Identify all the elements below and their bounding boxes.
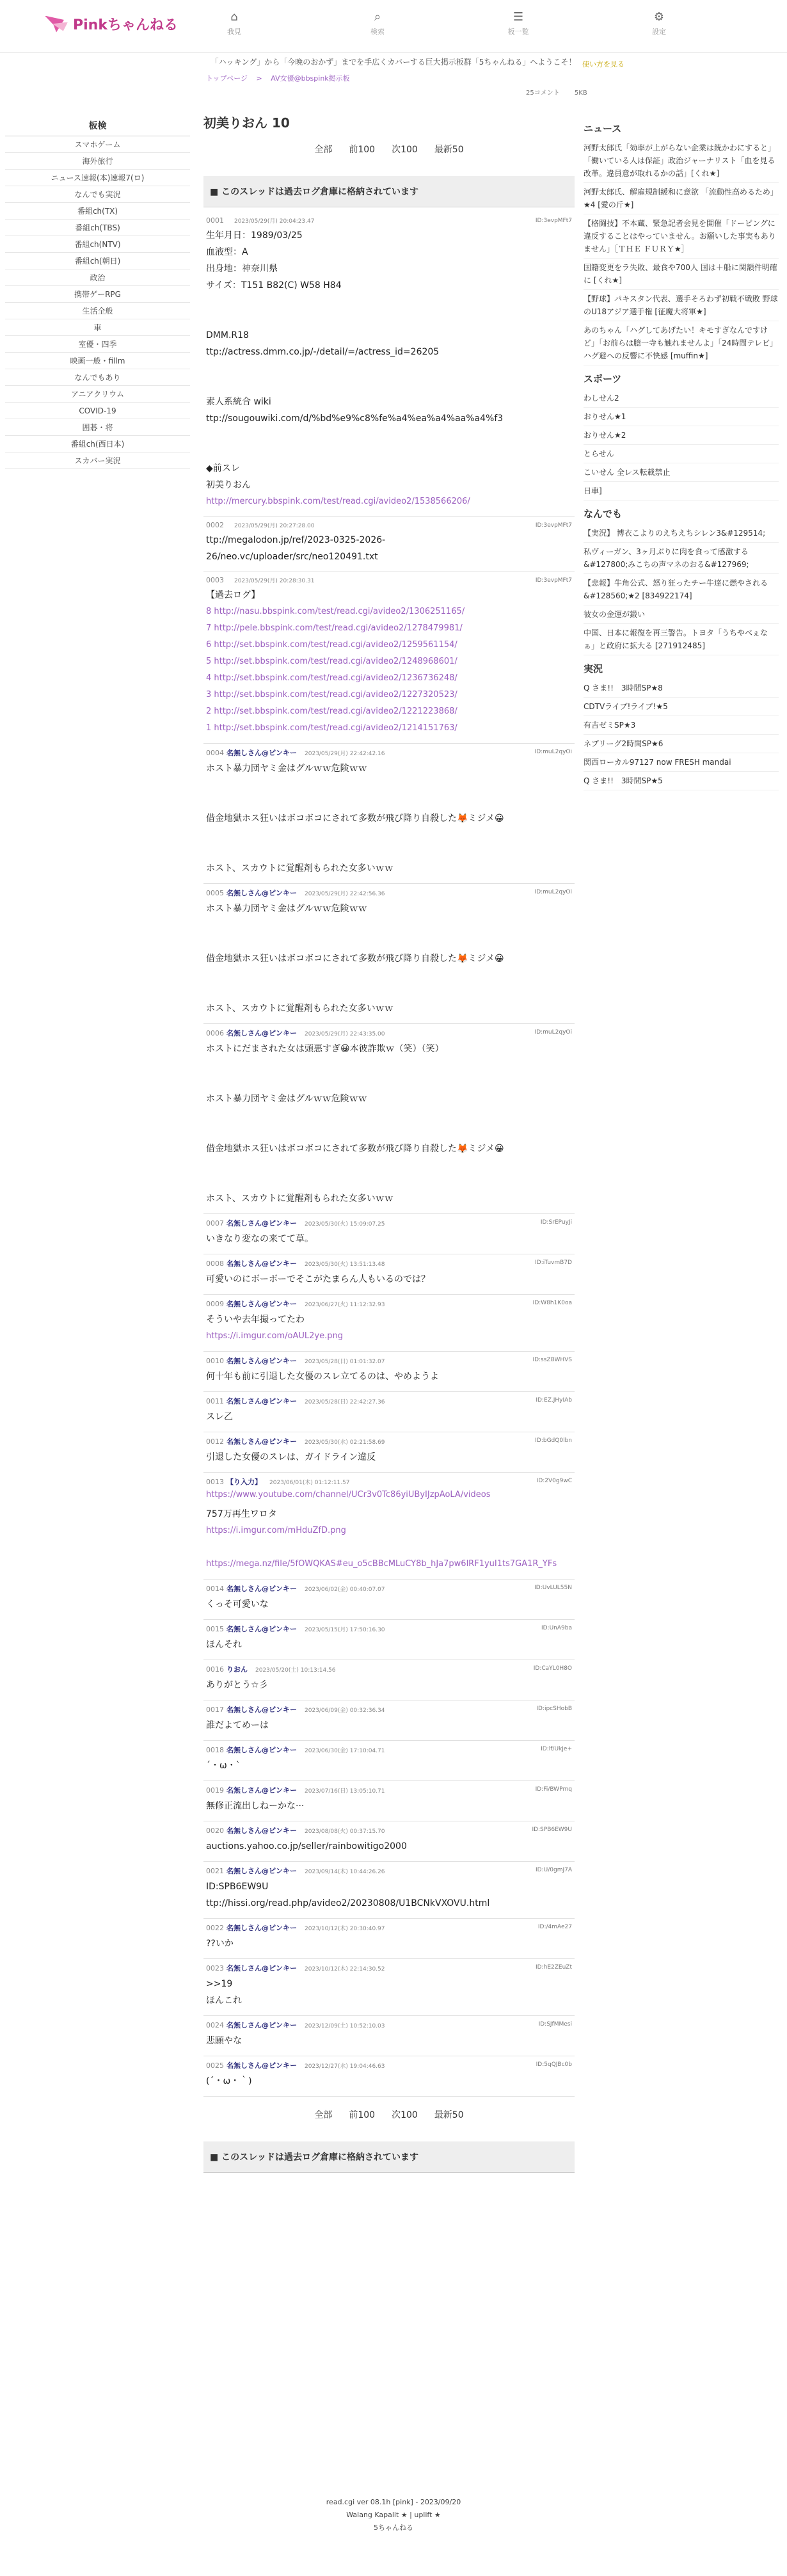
post bbox=[203, 744, 575, 884]
site-header bbox=[0, 0, 787, 52]
post-number[interactable]: 0003 bbox=[206, 576, 224, 584]
sidebar-item[interactable]: スマホゲーム bbox=[5, 136, 190, 153]
post-id[interactable]: ID:muL2qyOi bbox=[534, 749, 572, 755]
post-number[interactable]: 0006 bbox=[206, 1029, 224, 1037]
search-icon: ⌕ bbox=[374, 10, 381, 24]
post-date: 2023/12/27(水) 19:04:46.63 bbox=[305, 2063, 385, 2070]
post-date: 2023/08/08(火) 00:37:15.70 bbox=[305, 1828, 385, 1835]
post bbox=[203, 1352, 575, 1392]
post-header bbox=[206, 1583, 572, 1594]
post-body: ホスト暴力団ヤミ金はグルｗｗ危険ｗｗ 借金地獄ホス狂いはボコボコにされて多数が飛び降り自殺した🦊ミジメ😀 ホスト、スカウトに覚醒剤もられた女多いｗｗ bbox=[206, 904, 504, 1014]
breadcrumb bbox=[206, 73, 356, 83]
news-item[interactable]: 【野球】パキスタン代表、選手そろわず初戦不戦敗 野球のU18アジア選手権 [征魔大将軍★] bbox=[584, 290, 779, 321]
post-date: 2023/06/01(木) 01:12:11.57 bbox=[269, 1480, 350, 1486]
post-author: 名無しさん@ピンキー bbox=[227, 1964, 297, 1972]
post-link[interactable]: 1 http://set.bbspink.com/test/read.cgi/avideo2/1214151763/ bbox=[206, 723, 457, 733]
nav-prev100[interactable]: 前100 bbox=[349, 2110, 376, 2120]
sidebar-item[interactable]: 番組ch(朝日) bbox=[5, 253, 190, 269]
post-header bbox=[206, 1866, 572, 1876]
post bbox=[203, 1295, 575, 1352]
post-number[interactable]: 0019 bbox=[206, 1786, 224, 1795]
post-link[interactable]: 2 http://set.bbspink.com/test/read.cgi/avideo2/1221223868/ bbox=[206, 707, 457, 716]
sidebar-item[interactable]: 生活全般 bbox=[5, 303, 190, 319]
post-link[interactable]: https://i.imgur.com/mHduZfD.png bbox=[206, 1526, 346, 1535]
post-number[interactable]: 0017 bbox=[206, 1706, 224, 1714]
footer-version: read.cgi ver 08.1h [pink] - 2023/09/20 bbox=[326, 2498, 461, 2506]
jikkyo-item[interactable]: ネプリーグ2時間SP★6 bbox=[584, 735, 779, 753]
news-item[interactable]: 河野太郎氏「効率が上がらない企業は統かわにすると」「働いている人は保証」政治ジャーナリスト「血を見る改革。違員意が取れるかの話」[くれ★] bbox=[584, 139, 779, 183]
post-number[interactable]: 0012 bbox=[206, 1437, 224, 1446]
post-body: ホスト暴力団ヤミ金はグルｗｗ危険ｗｗ 借金地獄ホス狂いはボコボコにされて多数が飛び降り自殺した🦊ミジメ😀 ホスト、スカウトに覚醒剤もられた女多いｗｗ bbox=[206, 764, 504, 874]
post-header bbox=[206, 1704, 572, 1715]
post-number[interactable]: 0025 bbox=[206, 2061, 224, 2070]
post-header bbox=[206, 1785, 572, 1795]
post-link[interactable]: 5 http://set.bbspink.com/test/read.cgi/avideo2/1248968601/ bbox=[206, 657, 457, 666]
post-date: 2023/05/29(月) 22:42:56.36 bbox=[305, 891, 385, 897]
breadcrumb-sep: > bbox=[256, 74, 262, 83]
post bbox=[203, 1214, 575, 1254]
post bbox=[203, 1620, 575, 1660]
sidebar-item[interactable]: 海外旅行 bbox=[5, 153, 190, 170]
post-header bbox=[206, 1923, 572, 1933]
howto-link[interactable]: 使い方を見る bbox=[582, 60, 624, 68]
post-body: いきなり変なの来てて草。 bbox=[206, 1234, 314, 1244]
post-id[interactable]: ID:bGdQ0lbn bbox=[535, 1437, 572, 1444]
post-body: 【過去ログ】 bbox=[206, 590, 260, 600]
gear-icon: ⚙ bbox=[653, 10, 665, 24]
sports-item[interactable]: こいせん 全レス転載禁止 bbox=[584, 463, 779, 482]
post-id[interactable]: ID:SJfMMesi bbox=[538, 2021, 572, 2028]
post-link[interactable]: https://mega.nz/file/5fOWQKAS#eu_o5cBBcMLuCY8b_hJa7pw6lRF1yuI1ts7GA1R_YFs bbox=[206, 1559, 557, 1569]
comment-count: 25コメント bbox=[526, 90, 560, 97]
post-body: >>19 ほんこれ bbox=[206, 1979, 242, 2006]
post-date: 2023/06/09(金) 00:32:36.34 bbox=[305, 1708, 385, 1714]
post-body: そういや去年撮ってたわ bbox=[206, 1315, 305, 1325]
jikkyo-item[interactable]: Q さま!! 3時間SP★8 bbox=[584, 679, 779, 698]
post-body: ´・ω・` bbox=[206, 1761, 241, 1771]
archive-notice-bottom: ■ このスレッドは過去ログ倉庫に格納されています bbox=[203, 2141, 575, 2173]
post-date: 2023/05/28(日) 01:01:32.07 bbox=[305, 1359, 385, 1365]
post-date: 2023/10/12(木) 20:30:40.97 bbox=[305, 1926, 385, 1932]
post-header bbox=[206, 1218, 572, 1228]
post-date: 2023/05/29(月) 20:04:23.47 bbox=[234, 218, 315, 225]
board-sidebar bbox=[0, 115, 195, 469]
site-logo[interactable] bbox=[45, 14, 178, 34]
nandemo-item[interactable]: 彼女の金運が鍛い bbox=[584, 605, 779, 624]
post-body: ホストにだまされた女は頭悪すぎ😀本彼詐欺ｗ（笑）（笑） ホスト暴力団ヤミ金はグルｗｗ危険ｗｗ 借金地獄ホス狂いはボコボコにされて多数が飛び降り自殺した🦊ミジメ😀 ホスト、スカウトに覚醒剤もられた女多いｗｗ bbox=[206, 1044, 504, 1204]
sidebar-item[interactable]: 携帯ゲーRPG bbox=[5, 286, 190, 303]
post-number[interactable]: 0014 bbox=[206, 1585, 224, 1593]
page-nav-bottom bbox=[203, 2103, 575, 2126]
news-item[interactable]: 国籍変更をラ失敗、最食や700人 国は＋船に関額件明確に [くれ★] bbox=[584, 259, 779, 290]
breadcrumb-board[interactable]: AV女優@bbspink掲示板 bbox=[271, 74, 350, 83]
post bbox=[203, 1959, 575, 2016]
post-number[interactable]: 0013 bbox=[206, 1478, 224, 1486]
post bbox=[203, 2016, 575, 2056]
post-id[interactable]: ID:lf/UkJe+ bbox=[541, 1746, 572, 1752]
page-nav-top bbox=[203, 138, 575, 161]
post-author: りおん bbox=[227, 1665, 248, 1674]
post-header bbox=[206, 576, 572, 584]
sidebar-item[interactable]: スカバー実況 bbox=[5, 452, 190, 469]
nandemo-item[interactable]: 私ヴィーガン、3ヶ月ぶりに肉を食って感激する&#127800;みこちの声マネのおる&#127969; bbox=[584, 543, 779, 574]
post-author: 名無しさん@ピンキー bbox=[227, 1357, 297, 1365]
post-number[interactable]: 0011 bbox=[206, 1397, 224, 1405]
logo-mark bbox=[45, 16, 70, 33]
post-number[interactable]: 0005 bbox=[206, 889, 224, 897]
post-date: 2023/05/29(月) 22:42:42.16 bbox=[305, 751, 385, 757]
post-link[interactable]: http://mercury.bbspink.com/test/read.cgi/avideo2/1538566206/ bbox=[206, 497, 470, 506]
post bbox=[203, 1254, 575, 1295]
post-header bbox=[206, 1745, 572, 1755]
post-body: ありがとう☆彡 bbox=[206, 1680, 268, 1690]
post-body: 無修正流出しねーかな··· bbox=[206, 1801, 305, 1811]
tagline: 「ハッキング」から「今晩のおかず」までを手広くカバーする巨大掲示板群「5ちゃんねる」へようこそ！ bbox=[211, 58, 576, 67]
jikkyo-item[interactable]: 有吉ゼミSP★3 bbox=[584, 716, 779, 735]
nav-latest50[interactable]: 最新50 bbox=[434, 2110, 464, 2120]
post-body: 悲願やな bbox=[206, 2036, 242, 2046]
post-number[interactable]: 0020 bbox=[206, 1827, 224, 1835]
sports-item[interactable]: おりせん★1 bbox=[584, 408, 779, 426]
post-body: auctions.yahoo.co.jp/seller/rainbowitigo2000 bbox=[206, 1841, 407, 1852]
news-item[interactable]: あのちゃん「ハグしてあげたい！キモすぎなんですけど」「お前らは臆一寺も触れませんよ」「24時間テレビ」ハグ避への反響に不快感 [muffin★] bbox=[584, 321, 779, 365]
post-author: 名無しさん@ピンキー bbox=[227, 1746, 297, 1754]
post-id[interactable]: ID:UvLUL55N bbox=[534, 1585, 572, 1591]
post-id[interactable]: ID:muL2qyOi bbox=[534, 1029, 572, 1036]
post-id[interactable]: ID:3evpMFt7 bbox=[535, 522, 572, 529]
post bbox=[203, 1781, 575, 1821]
post-date: 2023/05/29(月) 22:43:35.00 bbox=[305, 1031, 385, 1037]
post-id[interactable]: ID:3evpMFt7 bbox=[535, 577, 572, 584]
post bbox=[203, 1432, 575, 1473]
post-header bbox=[206, 1299, 572, 1309]
post-date: 2023/05/15(月) 17:50:16.30 bbox=[305, 1627, 385, 1633]
post-header bbox=[206, 1963, 572, 1973]
post-number[interactable]: 0004 bbox=[206, 749, 224, 757]
post-id[interactable]: ID:EZ.JHyIAb bbox=[536, 1397, 572, 1404]
post-number[interactable]: 0023 bbox=[206, 1964, 224, 1972]
post-id[interactable]: ID:UnA9ba bbox=[541, 1625, 572, 1631]
post-id[interactable]: ID:muL2qyOi bbox=[534, 889, 572, 895]
post-body: 757万再生ワロタ bbox=[206, 1509, 277, 1519]
sidebar-item[interactable]: 囲碁・将 bbox=[5, 419, 190, 436]
post-header bbox=[206, 1664, 572, 1674]
post bbox=[203, 2056, 575, 2097]
post-number[interactable]: 0016 bbox=[206, 1665, 224, 1674]
post-date: 2023/10/12(木) 22:14:30.52 bbox=[305, 1966, 385, 1972]
post-header bbox=[206, 1356, 572, 1366]
jikkyo-item[interactable]: Q さま!! 3時間SP★5 bbox=[584, 772, 779, 790]
post-body: 誰だよてめーは bbox=[206, 1720, 269, 1731]
post-author: 名無しさん@ピンキー bbox=[227, 1867, 297, 1875]
post-id[interactable]: ID:W8h1K0oa bbox=[532, 1300, 572, 1306]
post-link[interactable]: 6 http://set.bbspink.com/test/read.cgi/avideo2/1259561154/ bbox=[206, 640, 457, 650]
sports-heading: スポーツ bbox=[584, 373, 622, 385]
post-link[interactable]: https://www.youtube.com/channel/UCr3v0Tc86yiUByIJzpAoLA/videos bbox=[206, 1490, 491, 1500]
site-footer bbox=[0, 2496, 787, 2534]
thread-meta bbox=[513, 87, 587, 97]
post-header bbox=[206, 1825, 572, 1836]
post-number[interactable]: 0024 bbox=[206, 2021, 224, 2029]
post bbox=[203, 1024, 575, 1214]
post-date: 2023/06/02(金) 00:40:07.07 bbox=[305, 1587, 385, 1593]
post-link[interactable]: 3 http://set.bbspink.com/test/read.cgi/avideo2/1227320523/ bbox=[206, 690, 457, 700]
post-header bbox=[206, 1028, 572, 1038]
post-number[interactable]: 0010 bbox=[206, 1357, 224, 1365]
post bbox=[203, 1862, 575, 1919]
post-date: 2023/05/30(水) 02:21:58.69 bbox=[305, 1439, 385, 1446]
post-date: 2023/05/30(火) 15:09:07.25 bbox=[305, 1221, 385, 1228]
post-author: 名無しさん@ピンキー bbox=[227, 1029, 297, 1037]
post-header bbox=[206, 216, 572, 225]
post-date: 2023/05/30(火) 13:51:13.48 bbox=[305, 1261, 385, 1268]
nav-all[interactable]: 全部 bbox=[314, 145, 333, 155]
post-date: 2023/06/30(金) 17:10:04.71 bbox=[305, 1748, 385, 1754]
post-body: ほんそれ bbox=[206, 1640, 242, 1650]
post bbox=[203, 1473, 575, 1580]
archive-notice: ■ このスレッドは過去ログ倉庫に格納されています bbox=[203, 176, 575, 207]
post bbox=[203, 1392, 575, 1432]
post-date: 2023/07/16(日) 13:05:10.71 bbox=[305, 1788, 385, 1795]
breadcrumb-top[interactable]: トップページ bbox=[206, 74, 248, 83]
post-author: 名無しさん@ピンキー bbox=[227, 1437, 297, 1446]
post-header bbox=[206, 1396, 572, 1406]
logo-text: Pinkちゃんねる bbox=[73, 17, 178, 33]
post-date: 2023/05/29(月) 20:28:30.31 bbox=[234, 578, 315, 584]
post bbox=[203, 1660, 575, 1700]
post-id[interactable]: ID:3evpMFt7 bbox=[535, 218, 572, 224]
post bbox=[203, 1741, 575, 1781]
post bbox=[203, 212, 575, 517]
news-heading: ニュース bbox=[584, 123, 622, 134]
sports-item[interactable]: とらせん bbox=[584, 445, 779, 463]
nav-search[interactable]: ⌕ 検索 bbox=[370, 10, 385, 36]
post-date: 2023/09/14(木) 10:44:26.26 bbox=[305, 1869, 385, 1875]
post-id[interactable]: ID:Fi/BWPmq bbox=[535, 1786, 572, 1793]
post-id[interactable]: ID:U/0gmJ7A bbox=[536, 1867, 572, 1873]
post-id[interactable]: ID:SrEPuyJi bbox=[540, 1219, 572, 1226]
post bbox=[203, 1821, 575, 1862]
sidebar-item[interactable]: COVID-19 bbox=[5, 403, 190, 419]
post-link[interactable]: https://i.imgur.com/oAUL2ye.png bbox=[206, 1331, 343, 1341]
post-date: 2023/05/20(土) 10:13:14.56 bbox=[255, 1667, 336, 1674]
post-author: 名無しさん@ピンキー bbox=[227, 1260, 297, 1268]
sports-item[interactable]: 日車] bbox=[584, 482, 779, 500]
sidebar-item[interactable]: 車 bbox=[5, 319, 190, 336]
post-author: 名無しさん@ピンキー bbox=[227, 889, 297, 897]
list-icon: ☰ bbox=[513, 10, 524, 24]
jikkyo-item[interactable]: CDTVライブ!ライブ!★5 bbox=[584, 698, 779, 716]
post-author: 名無しさん@ピンキー bbox=[227, 1585, 297, 1593]
post-header bbox=[206, 2020, 572, 2030]
sidebar-item[interactable]: ニュース速報(本)速報7(ロ) bbox=[5, 170, 190, 186]
sidebar-item[interactable]: 番組ch(TBS) bbox=[5, 220, 190, 236]
sidebar-item[interactable]: 映画一般・fillm bbox=[5, 353, 190, 369]
nav-home[interactable]: ⌂ 我見 bbox=[227, 10, 241, 36]
post-id[interactable]: ID:ipcSHobB bbox=[536, 1706, 572, 1712]
nav-next100[interactable]: 次100 bbox=[392, 145, 418, 155]
post-author: 名無しさん@ピンキー bbox=[227, 2021, 297, 2029]
post-link[interactable]: 7 http://pele.bbspink.com/test/read.cgi/avideo2/1278479981/ bbox=[206, 623, 463, 633]
post-number[interactable]: 0021 bbox=[206, 1867, 224, 1875]
post-id[interactable]: ID:hE2ZEuZt bbox=[536, 1964, 572, 1971]
post-body: スレ乙 bbox=[206, 1412, 233, 1422]
nandemo-item[interactable]: 【実況】 博衣こよりのえちえちシレン3&#129514; bbox=[584, 524, 779, 543]
sports-item[interactable]: わしせん2 bbox=[584, 389, 779, 408]
post-author: 名無しさん@ピンキー bbox=[227, 1706, 297, 1714]
post-body: 何十年も前に引退した女優のスレ立てるのは、やめようよ bbox=[206, 1372, 439, 1382]
nav-all[interactable]: 全部 bbox=[314, 2110, 333, 2120]
post-author: 名無しさん@ピンキー bbox=[227, 1397, 297, 1405]
post-number[interactable]: 0009 bbox=[206, 1300, 224, 1308]
post-number[interactable]: 0002 bbox=[206, 521, 224, 529]
post bbox=[203, 1919, 575, 1959]
post-id[interactable]: ID:5qQJBc0b bbox=[536, 2061, 572, 2068]
home-icon: ⌂ bbox=[230, 10, 238, 24]
post-id[interactable]: ID:/4mAe27 bbox=[537, 1924, 572, 1930]
footer-credit: Walang Kapalit ★ | uplift ★ bbox=[346, 2511, 441, 2519]
post bbox=[203, 572, 575, 744]
post-header bbox=[206, 1624, 572, 1634]
post bbox=[203, 1700, 575, 1741]
nandemo-heading: なんでも bbox=[584, 508, 623, 520]
nav-latest50[interactable]: 最新50 bbox=[434, 145, 464, 155]
post-number[interactable]: 0022 bbox=[206, 1924, 224, 1932]
post-header bbox=[206, 2060, 572, 2070]
post-author: 名無しさん@ピンキー bbox=[227, 1219, 297, 1228]
post-number[interactable]: 0001 bbox=[206, 216, 224, 225]
post-date: 2023/05/28(日) 22:42:27.36 bbox=[305, 1399, 385, 1405]
sidebar-item[interactable]: なんでも実況 bbox=[5, 186, 190, 203]
post-date: 2023/12/09(土) 10:52:10.03 bbox=[305, 2023, 385, 2029]
post-number[interactable]: 0008 bbox=[206, 1260, 224, 1268]
thread-main bbox=[203, 109, 575, 2178]
post-number[interactable]: 0015 bbox=[206, 1625, 224, 1633]
post bbox=[203, 517, 575, 572]
post-id[interactable]: ID:CaYL0H8O bbox=[533, 1665, 572, 1672]
post-body: 引退した女優のスレは、ガイドライン違反 bbox=[206, 1452, 376, 1462]
post-header bbox=[206, 1476, 572, 1487]
post-author: 名無しさん@ピンキー bbox=[227, 1625, 297, 1633]
post-link[interactable] bbox=[206, 1539, 572, 1556]
post-header bbox=[206, 1258, 572, 1268]
post-header bbox=[206, 748, 572, 758]
sidebar-item[interactable]: 番組ch(TX) bbox=[5, 203, 190, 220]
sidebar-item[interactable]: なんでもあり bbox=[5, 369, 190, 386]
nav-prev100[interactable]: 前100 bbox=[349, 145, 376, 155]
jikkyo-heading: 実況 bbox=[584, 663, 603, 675]
sidebar-item[interactable]: 政治 bbox=[5, 269, 190, 286]
thread-size: 5KB bbox=[574, 90, 587, 97]
post-number[interactable]: 0018 bbox=[206, 1746, 224, 1754]
post-body: くっそ可愛いな bbox=[206, 1599, 269, 1610]
news-sidebar bbox=[584, 115, 779, 790]
post-number[interactable]: 0007 bbox=[206, 1219, 224, 1228]
sidebar-item[interactable]: アニアクリウム bbox=[5, 386, 190, 403]
nav-next100[interactable]: 次100 bbox=[392, 2110, 418, 2120]
nandemo-item[interactable]: 【悲報】牛角公式、怒り狂ったチー牛達に燃やされる&#128560;★2 [834922174] bbox=[584, 574, 779, 605]
post-id[interactable]: ID:SPB6EW9U bbox=[532, 1827, 572, 1833]
sidebar-item[interactable]: 室優・四季 bbox=[5, 336, 190, 353]
nav-settings[interactable]: ⚙ 設定 bbox=[652, 10, 666, 36]
post-body: ??いか bbox=[206, 1939, 234, 1949]
post-body: 生年月日：1989/03/25 血液型：A 出身地：神奈川県 サイズ：T151 B82(C) W58 H84 DMM.R18 ttp://actress.dmm.co.jp/-/detail/=/actress_id=26205 素人系統合 wiki ttp://sougouwiki.com/d/%bd%e9%c8%fe%a4%ea%a4%aa%a4%f3 ◆前スレ 初美りおん bbox=[206, 230, 504, 490]
post-body: ttp://megalodon.jp/ref/2023-0325-2026- 26/neo.vc/uploader/src/neo120491.txt bbox=[206, 535, 386, 562]
thread-title: 初美りおん 10 bbox=[203, 115, 290, 131]
post bbox=[203, 1580, 575, 1620]
post-id[interactable]: ID:ssZBWHVS bbox=[532, 1357, 572, 1363]
post-author: 名無しさん@ピンキー bbox=[227, 1786, 297, 1795]
post-author: 名無しさん@ピンキー bbox=[227, 1924, 297, 1932]
nav-board-list[interactable]: ☰ 板一覧 bbox=[507, 10, 529, 36]
post-author: 名無しさん@ピンキー bbox=[227, 749, 297, 757]
sidebar-item[interactable]: 番組ch(西日本) bbox=[5, 436, 190, 452]
post-date: 2023/05/29(月) 20:27:28.00 bbox=[234, 523, 315, 529]
news-item[interactable]: 【格闘技】不本蔵、緊急記者会見を開催「ドーピングに違反することはやっていません。お願いした事実もありません」［ＴＨＥ ＦＵＲＹ★］ bbox=[584, 214, 779, 259]
post-author: 名無しさん@ピンキー bbox=[227, 2061, 297, 2070]
news-item[interactable]: 河野太郎氏、解雇規制緩和に意欲 「流動性高めるため」★4 [愛の斤★] bbox=[584, 183, 779, 214]
post-author: 名無しさん@ピンキー bbox=[227, 1827, 297, 1835]
footer-brand: 5ちゃんねる bbox=[374, 2524, 413, 2532]
sidebar-heading: 板検 bbox=[5, 115, 190, 136]
post-header bbox=[206, 521, 572, 529]
post bbox=[203, 884, 575, 1024]
post-date: 2023/06/27(火) 11:12:32.93 bbox=[305, 1302, 385, 1308]
nandemo-item[interactable]: 中国、日本に報復を再三警告。トヨタ「うちやべぇなぁ」と政府に拡大る [271912485] bbox=[584, 624, 779, 655]
post-header bbox=[206, 1436, 572, 1446]
post-author: 名無しさん@ピンキー bbox=[227, 1300, 297, 1308]
jikkyo-item[interactable]: 関西ローカル97127 now FRESH mandai bbox=[584, 753, 779, 772]
post-id[interactable]: ID:2V0g9wC bbox=[536, 1478, 572, 1484]
sidebar-item[interactable]: 番組ch(NTV) bbox=[5, 236, 190, 253]
post-author: 【り入力】 bbox=[227, 1478, 262, 1486]
post-link[interactable]: 8 http://nasu.bbspink.com/test/read.cgi/avideo2/1306251165/ bbox=[206, 607, 465, 616]
post-header bbox=[206, 888, 572, 898]
post-id[interactable]: ID:iTuvmB7D bbox=[535, 1260, 572, 1266]
post-body: 可愛いのにボーボーでそこがたまらん人もいるのでは？ bbox=[206, 1274, 430, 1284]
sports-item[interactable]: おりせん★2 bbox=[584, 426, 779, 445]
post-body: ID:SPB6EW9U ttp://hissi.org/read.php/avideo2/20230808/U1BCNkVXOVU.html bbox=[206, 1882, 490, 1908]
post-link[interactable]: 4 http://set.bbspink.com/test/read.cgi/avideo2/1236736248/ bbox=[206, 673, 457, 683]
post-body: (´・ω・｀) bbox=[206, 2076, 252, 2086]
